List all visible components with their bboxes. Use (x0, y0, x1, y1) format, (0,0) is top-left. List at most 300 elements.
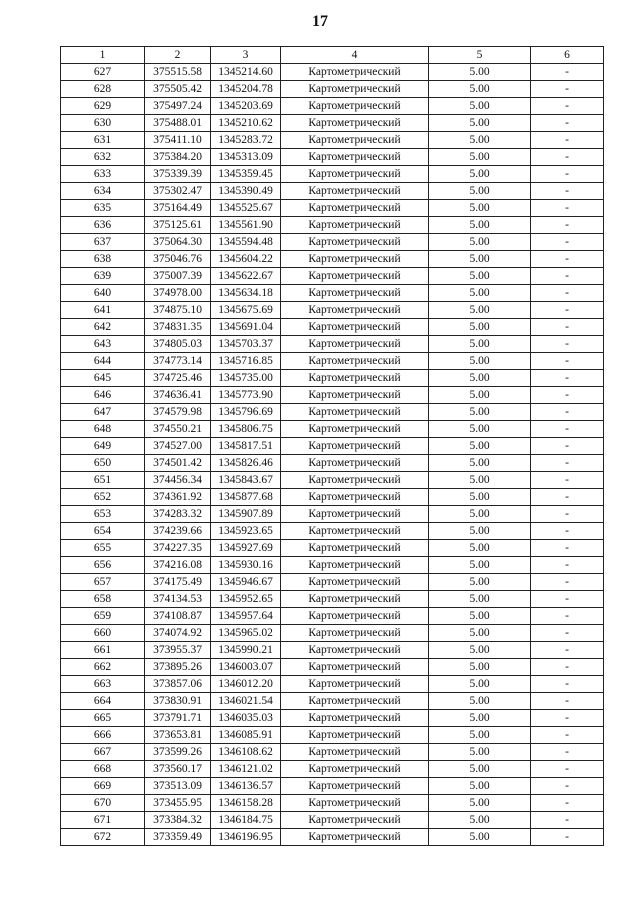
note-cell: - (531, 370, 604, 387)
x-coordinate-cell: 375046.76 (145, 251, 211, 268)
x-coordinate-cell: 375125.61 (145, 217, 211, 234)
y-coordinate-cell: 1345691.04 (211, 319, 281, 336)
point-number-cell: 661 (61, 642, 145, 659)
table-row (61, 540, 604, 557)
point-number-cell: 663 (61, 676, 145, 693)
accuracy-cell: 5.00 (429, 506, 531, 523)
point-number-cell: 627 (61, 64, 145, 81)
table-header-row (61, 47, 604, 64)
x-coordinate-cell: 373599.26 (145, 744, 211, 761)
method-cell: Картометрический (281, 387, 429, 404)
method-cell: Картометрический (281, 336, 429, 353)
note-cell: - (531, 472, 604, 489)
accuracy-cell: 5.00 (429, 115, 531, 132)
note-cell: - (531, 302, 604, 319)
note-cell: - (531, 132, 604, 149)
method-cell: Картометрический (281, 693, 429, 710)
method-cell: Картометрический (281, 200, 429, 217)
x-coordinate-cell: 374227.35 (145, 540, 211, 557)
note-cell: - (531, 268, 604, 285)
y-coordinate-cell: 1345716.85 (211, 353, 281, 370)
table-row (61, 455, 604, 472)
y-coordinate-cell: 1345703.37 (211, 336, 281, 353)
method-cell: Картометрический (281, 370, 429, 387)
table-row (61, 98, 604, 115)
table-row (61, 370, 604, 387)
note-cell: - (531, 319, 604, 336)
point-number-cell: 668 (61, 761, 145, 778)
x-coordinate-cell: 374108.87 (145, 608, 211, 625)
accuracy-cell: 5.00 (429, 166, 531, 183)
note-cell: - (531, 234, 604, 251)
method-cell: Картометрический (281, 455, 429, 472)
x-coordinate-cell: 375164.49 (145, 200, 211, 217)
point-number-cell: 664 (61, 693, 145, 710)
y-coordinate-cell: 1345946.67 (211, 574, 281, 591)
note-cell: - (531, 829, 604, 846)
x-coordinate-cell: 373830.91 (145, 693, 211, 710)
accuracy-cell: 5.00 (429, 829, 531, 846)
x-coordinate-cell: 373359.49 (145, 829, 211, 846)
y-coordinate-cell: 1345214.60 (211, 64, 281, 81)
y-coordinate-cell: 1345594.48 (211, 234, 281, 251)
note-cell: - (531, 642, 604, 659)
table-row (61, 812, 604, 829)
note-cell: - (531, 744, 604, 761)
method-cell: Картометрический (281, 710, 429, 727)
accuracy-cell: 5.00 (429, 404, 531, 421)
method-cell: Картометрический (281, 659, 429, 676)
table-row (61, 404, 604, 421)
accuracy-cell: 5.00 (429, 693, 531, 710)
column-header-5: 5 (429, 47, 531, 64)
point-number-cell: 666 (61, 727, 145, 744)
note-cell: - (531, 574, 604, 591)
column-header-1: 1 (61, 47, 145, 64)
note-cell: - (531, 166, 604, 183)
table-row (61, 200, 604, 217)
point-number-cell: 655 (61, 540, 145, 557)
note-cell: - (531, 727, 604, 744)
table-row (61, 302, 604, 319)
note-cell: - (531, 353, 604, 370)
coordinates-table (60, 46, 604, 846)
point-number-cell: 645 (61, 370, 145, 387)
point-number-cell: 654 (61, 523, 145, 540)
table-row (61, 659, 604, 676)
table-row (61, 761, 604, 778)
method-cell: Картометрический (281, 353, 429, 370)
point-number-cell: 642 (61, 319, 145, 336)
y-coordinate-cell: 1346012.20 (211, 676, 281, 693)
point-number-cell: 657 (61, 574, 145, 591)
x-coordinate-cell: 373455.95 (145, 795, 211, 812)
accuracy-cell: 5.00 (429, 132, 531, 149)
table-row (61, 710, 604, 727)
point-number-cell: 656 (61, 557, 145, 574)
x-coordinate-cell: 374216.08 (145, 557, 211, 574)
point-number-cell: 641 (61, 302, 145, 319)
x-coordinate-cell: 374773.14 (145, 353, 211, 370)
y-coordinate-cell: 1345877.68 (211, 489, 281, 506)
note-cell: - (531, 149, 604, 166)
x-coordinate-cell: 374283.32 (145, 506, 211, 523)
table-row (61, 64, 604, 81)
point-number-cell: 638 (61, 251, 145, 268)
note-cell: - (531, 98, 604, 115)
accuracy-cell: 5.00 (429, 387, 531, 404)
point-number-cell: 650 (61, 455, 145, 472)
y-coordinate-cell: 1345210.62 (211, 115, 281, 132)
table-row (61, 234, 604, 251)
point-number-cell: 630 (61, 115, 145, 132)
point-number-cell: 648 (61, 421, 145, 438)
y-coordinate-cell: 1345773.90 (211, 387, 281, 404)
table-row (61, 132, 604, 149)
note-cell: - (531, 489, 604, 506)
method-cell: Картометрический (281, 812, 429, 829)
method-cell: Картометрический (281, 166, 429, 183)
x-coordinate-cell: 375505.42 (145, 81, 211, 98)
note-cell: - (531, 761, 604, 778)
accuracy-cell: 5.00 (429, 676, 531, 693)
method-cell: Картометрический (281, 489, 429, 506)
accuracy-cell: 5.00 (429, 557, 531, 574)
accuracy-cell: 5.00 (429, 727, 531, 744)
accuracy-cell: 5.00 (429, 370, 531, 387)
accuracy-cell: 5.00 (429, 353, 531, 370)
y-coordinate-cell: 1345622.67 (211, 268, 281, 285)
note-cell: - (531, 455, 604, 472)
table-row (61, 608, 604, 625)
x-coordinate-cell: 374239.66 (145, 523, 211, 540)
table-row (61, 268, 604, 285)
y-coordinate-cell: 1345735.00 (211, 370, 281, 387)
point-number-cell: 670 (61, 795, 145, 812)
accuracy-cell: 5.00 (429, 438, 531, 455)
table-row (61, 795, 604, 812)
accuracy-cell: 5.00 (429, 302, 531, 319)
y-coordinate-cell: 1345204.78 (211, 81, 281, 98)
x-coordinate-cell: 374550.21 (145, 421, 211, 438)
point-number-cell: 633 (61, 166, 145, 183)
y-coordinate-cell: 1346108.62 (211, 744, 281, 761)
note-cell: - (531, 540, 604, 557)
method-cell: Картометрический (281, 438, 429, 455)
y-coordinate-cell: 1346136.57 (211, 778, 281, 795)
x-coordinate-cell: 374501.42 (145, 455, 211, 472)
note-cell: - (531, 217, 604, 234)
x-coordinate-cell: 373384.32 (145, 812, 211, 829)
accuracy-cell: 5.00 (429, 591, 531, 608)
accuracy-cell: 5.00 (429, 812, 531, 829)
x-coordinate-cell: 374875.10 (145, 302, 211, 319)
table-row (61, 472, 604, 489)
accuracy-cell: 5.00 (429, 98, 531, 115)
accuracy-cell: 5.00 (429, 285, 531, 302)
accuracy-cell: 5.00 (429, 234, 531, 251)
table-row (61, 115, 604, 132)
accuracy-cell: 5.00 (429, 319, 531, 336)
method-cell: Картометрический (281, 574, 429, 591)
accuracy-cell: 5.00 (429, 81, 531, 98)
table-row (61, 489, 604, 506)
x-coordinate-cell: 374074.92 (145, 625, 211, 642)
point-number-cell: 646 (61, 387, 145, 404)
note-cell: - (531, 438, 604, 455)
note-cell: - (531, 387, 604, 404)
table-row (61, 727, 604, 744)
method-cell: Картометрический (281, 676, 429, 693)
y-coordinate-cell: 1345313.09 (211, 149, 281, 166)
y-coordinate-cell: 1345923.65 (211, 523, 281, 540)
point-number-cell: 639 (61, 268, 145, 285)
point-number-cell: 662 (61, 659, 145, 676)
method-cell: Картометрический (281, 302, 429, 319)
method-cell: Картометрический (281, 285, 429, 302)
accuracy-cell: 5.00 (429, 778, 531, 795)
table-row (61, 183, 604, 200)
point-number-cell: 628 (61, 81, 145, 98)
table-row (61, 557, 604, 574)
y-coordinate-cell: 1345675.69 (211, 302, 281, 319)
table-row (61, 778, 604, 795)
y-coordinate-cell: 1345634.18 (211, 285, 281, 302)
point-number-cell: 671 (61, 812, 145, 829)
table-row (61, 574, 604, 591)
y-coordinate-cell: 1346035.03 (211, 710, 281, 727)
method-cell: Картометрический (281, 761, 429, 778)
y-coordinate-cell: 1346085.91 (211, 727, 281, 744)
point-number-cell: 629 (61, 98, 145, 115)
x-coordinate-cell: 375339.39 (145, 166, 211, 183)
accuracy-cell: 5.00 (429, 455, 531, 472)
note-cell: - (531, 659, 604, 676)
x-coordinate-cell: 375302.47 (145, 183, 211, 200)
table-row (61, 81, 604, 98)
method-cell: Картометрический (281, 268, 429, 285)
table-row (61, 506, 604, 523)
point-number-cell: 631 (61, 132, 145, 149)
note-cell: - (531, 200, 604, 217)
page-number: 17 (312, 13, 328, 30)
x-coordinate-cell: 373513.09 (145, 778, 211, 795)
x-coordinate-cell: 373791.71 (145, 710, 211, 727)
method-cell: Картометрический (281, 149, 429, 166)
table-row (61, 217, 604, 234)
note-cell: - (531, 421, 604, 438)
table-row (61, 149, 604, 166)
accuracy-cell: 5.00 (429, 336, 531, 353)
note-cell: - (531, 812, 604, 829)
note-cell: - (531, 81, 604, 98)
method-cell: Картометрический (281, 251, 429, 268)
y-coordinate-cell: 1345806.75 (211, 421, 281, 438)
table-row (61, 625, 604, 642)
accuracy-cell: 5.00 (429, 149, 531, 166)
x-coordinate-cell: 375497.24 (145, 98, 211, 115)
x-coordinate-cell: 374831.35 (145, 319, 211, 336)
table-row (61, 387, 604, 404)
accuracy-cell: 5.00 (429, 421, 531, 438)
y-coordinate-cell: 1345817.51 (211, 438, 281, 455)
method-cell: Картометрический (281, 540, 429, 557)
table-row (61, 438, 604, 455)
note-cell: - (531, 608, 604, 625)
accuracy-cell: 5.00 (429, 200, 531, 217)
y-coordinate-cell: 1345843.67 (211, 472, 281, 489)
table-row (61, 693, 604, 710)
y-coordinate-cell: 1345952.65 (211, 591, 281, 608)
x-coordinate-cell: 374456.34 (145, 472, 211, 489)
method-cell: Картометрический (281, 625, 429, 642)
method-cell: Картометрический (281, 404, 429, 421)
y-coordinate-cell: 1346121.02 (211, 761, 281, 778)
method-cell: Картометрический (281, 421, 429, 438)
column-header-2: 2 (145, 47, 211, 64)
note-cell: - (531, 404, 604, 421)
point-number-cell: 653 (61, 506, 145, 523)
y-coordinate-cell: 1345359.45 (211, 166, 281, 183)
point-number-cell: 640 (61, 285, 145, 302)
method-cell: Картометрический (281, 217, 429, 234)
accuracy-cell: 5.00 (429, 574, 531, 591)
accuracy-cell: 5.00 (429, 659, 531, 676)
accuracy-cell: 5.00 (429, 761, 531, 778)
x-coordinate-cell: 374636.41 (145, 387, 211, 404)
note-cell: - (531, 285, 604, 302)
x-coordinate-cell: 375064.30 (145, 234, 211, 251)
note-cell: - (531, 183, 604, 200)
y-coordinate-cell: 1346003.07 (211, 659, 281, 676)
y-coordinate-cell: 1346021.54 (211, 693, 281, 710)
column-header-3: 3 (211, 47, 281, 64)
table-row (61, 285, 604, 302)
method-cell: Картометрический (281, 523, 429, 540)
accuracy-cell: 5.00 (429, 217, 531, 234)
y-coordinate-cell: 1345826.46 (211, 455, 281, 472)
accuracy-cell: 5.00 (429, 523, 531, 540)
x-coordinate-cell: 373895.26 (145, 659, 211, 676)
point-number-cell: 660 (61, 625, 145, 642)
y-coordinate-cell: 1345930.16 (211, 557, 281, 574)
note-cell: - (531, 693, 604, 710)
x-coordinate-cell: 373560.17 (145, 761, 211, 778)
point-number-cell: 634 (61, 183, 145, 200)
x-coordinate-cell: 374134.53 (145, 591, 211, 608)
table-row (61, 336, 604, 353)
note-cell: - (531, 591, 604, 608)
y-coordinate-cell: 1345390.49 (211, 183, 281, 200)
method-cell: Картометрический (281, 319, 429, 336)
x-coordinate-cell: 374725.46 (145, 370, 211, 387)
table-body (61, 64, 604, 846)
note-cell: - (531, 625, 604, 642)
method-cell: Картометрический (281, 183, 429, 200)
method-cell: Картометрический (281, 829, 429, 846)
column-header-4: 4 (281, 47, 429, 64)
y-coordinate-cell: 1345965.02 (211, 625, 281, 642)
accuracy-cell: 5.00 (429, 744, 531, 761)
table-row (61, 319, 604, 336)
table-row (61, 676, 604, 693)
y-coordinate-cell: 1345283.72 (211, 132, 281, 149)
y-coordinate-cell: 1345927.69 (211, 540, 281, 557)
method-cell: Картометрический (281, 727, 429, 744)
accuracy-cell: 5.00 (429, 64, 531, 81)
method-cell: Картометрический (281, 64, 429, 81)
point-number-cell: 651 (61, 472, 145, 489)
x-coordinate-cell: 374175.49 (145, 574, 211, 591)
x-coordinate-cell: 373857.06 (145, 676, 211, 693)
point-number-cell: 652 (61, 489, 145, 506)
x-coordinate-cell: 374527.00 (145, 438, 211, 455)
table-row (61, 353, 604, 370)
note-cell: - (531, 676, 604, 693)
y-coordinate-cell: 1346158.28 (211, 795, 281, 812)
note-cell: - (531, 523, 604, 540)
x-coordinate-cell: 374978.00 (145, 285, 211, 302)
y-coordinate-cell: 1345561.90 (211, 217, 281, 234)
x-coordinate-cell: 373955.37 (145, 642, 211, 659)
point-number-cell: 643 (61, 336, 145, 353)
method-cell: Картометрический (281, 778, 429, 795)
method-cell: Картометрический (281, 115, 429, 132)
method-cell: Картометрический (281, 234, 429, 251)
x-coordinate-cell: 374361.92 (145, 489, 211, 506)
x-coordinate-cell: 375384.20 (145, 149, 211, 166)
y-coordinate-cell: 1345203.69 (211, 98, 281, 115)
x-coordinate-cell: 373653.81 (145, 727, 211, 744)
accuracy-cell: 5.00 (429, 251, 531, 268)
note-cell: - (531, 795, 604, 812)
point-number-cell: 665 (61, 710, 145, 727)
method-cell: Картометрический (281, 591, 429, 608)
x-coordinate-cell: 374579.98 (145, 404, 211, 421)
y-coordinate-cell: 1345907.89 (211, 506, 281, 523)
accuracy-cell: 5.00 (429, 268, 531, 285)
method-cell: Картометрический (281, 132, 429, 149)
point-number-cell: 659 (61, 608, 145, 625)
accuracy-cell: 5.00 (429, 625, 531, 642)
x-coordinate-cell: 375515.58 (145, 64, 211, 81)
y-coordinate-cell: 1345525.67 (211, 200, 281, 217)
accuracy-cell: 5.00 (429, 710, 531, 727)
accuracy-cell: 5.00 (429, 642, 531, 659)
method-cell: Картометрический (281, 98, 429, 115)
accuracy-cell: 5.00 (429, 795, 531, 812)
accuracy-cell: 5.00 (429, 540, 531, 557)
note-cell: - (531, 115, 604, 132)
table-row (61, 523, 604, 540)
point-number-cell: 672 (61, 829, 145, 846)
table-row (61, 251, 604, 268)
accuracy-cell: 5.00 (429, 489, 531, 506)
method-cell: Картометрический (281, 81, 429, 98)
note-cell: - (531, 251, 604, 268)
x-coordinate-cell: 374805.03 (145, 336, 211, 353)
y-coordinate-cell: 1345990.21 (211, 642, 281, 659)
table-row (61, 421, 604, 438)
table-row (61, 829, 604, 846)
accuracy-cell: 5.00 (429, 608, 531, 625)
y-coordinate-cell: 1345796.69 (211, 404, 281, 421)
y-coordinate-cell: 1346184.75 (211, 812, 281, 829)
note-cell: - (531, 336, 604, 353)
x-coordinate-cell: 375488.01 (145, 115, 211, 132)
note-cell: - (531, 557, 604, 574)
table-row (61, 591, 604, 608)
